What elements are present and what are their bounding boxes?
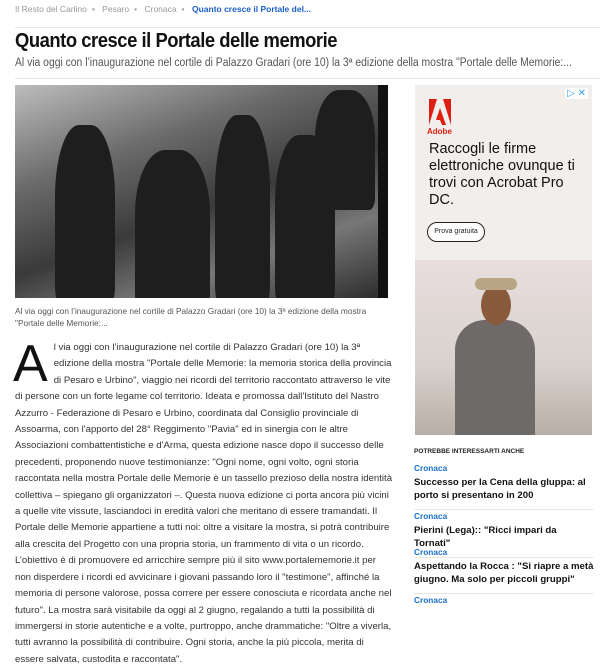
image-caption: Al via oggi con l’inaugurazione nel cortile di Palazzo Gradari (ore 10) la 3ª edizione della mostra "Portale delle Memorie:... bbox=[15, 306, 367, 328]
divider bbox=[15, 27, 600, 28]
advertisement[interactable] bbox=[415, 85, 592, 435]
related-title[interactable]: Aspettando la Rocca : "Si riapre a metà giugno. Ma solo per piccoli gruppi" bbox=[414, 561, 594, 585]
close-icon[interactable]: ✕ bbox=[577, 88, 586, 99]
drop-cap: A bbox=[13, 335, 48, 393]
article-text: l via oggi con l’inaugurazione nel cortile di Palazzo Gradari (ore 10) la 3ª edizione della mostra "Portale delle Memorie: la memoria storica della provincia di Pesaro e Urbino", viaggio nei ricordi del territorio raccontato attraverso le vite di persone con un forte legame col territorio. Ideata e promossa dall'Istituto del Nastro Azzurro - Federazione di Pesaro e Urbino, coordinata dal Consiglio provinciale di Assoarma, con l'apporto del 28° Reggimento "Pavia" ed in sinergia con le altre Associazioni combattentistiche e d'Arma, questa edizione nasce dopo il successo delle precedenti, proponendo nuove testimonianze: "Ogni nome, ogni volto, ogni storia raccontata nella mostra Portale delle Memorie è un tassello prezioso della nostra identità collettiva – spiegano gli organizzatori –. Questa nuova edizione ci porta ancora più vicini a quelle vite vissute, lasciandoci in eredità valori che meritano di essere tramandati. Il Portale delle Memorie appartiene a tutti noi: oltre a visitare la mostra, si potrà contribuire alla crescita del Progetto con una propria storia, un frammento di vita o un ricordo. L’obiettivo è di promuovere ed arricchire sempre più il sito www.portalememorie.it per non disperdere i ricordi ed avvicinare i giovani passando loro il "testimone", affinché la memoria di persone valorose, possa correre per essere conosciuta e ricordata anche nel futuro". La mostra sarà visitabile da oggi al 2 giugno, regalando a tutti la possibilità di immergersi in storie autentiche e a volte, purtroppo, anche drammatiche: "Oltre a viverla, tutti avranno la possibilità di contribuire. Ogni storia, anche la più piccola, merita di essere salvata, custodita e raccontata". bbox=[15, 342, 393, 665]
article-body bbox=[13, 335, 393, 668]
related-item[interactable] bbox=[414, 463, 594, 510]
ad-headline: Raccogli le firme elettroniche ovunque ti trovi con Acrobat Pro DC. bbox=[429, 141, 575, 208]
breadcrumb-home[interactable]: Il Resto del Carlino bbox=[15, 4, 87, 14]
separator: • bbox=[91, 4, 95, 14]
breadcrumb-current[interactable]: Quanto cresce il Portale del... bbox=[191, 4, 312, 14]
separator: • bbox=[181, 4, 185, 14]
related-category[interactable]: Cronaca bbox=[414, 463, 448, 473]
related-category[interactable]: Cronaca bbox=[414, 595, 448, 605]
breadcrumb-cronaca[interactable]: Cronaca bbox=[144, 4, 177, 14]
ad-cta-button[interactable]: Prova gratuita bbox=[427, 222, 485, 242]
related-category[interactable]: Cronaca bbox=[414, 547, 448, 557]
related-title[interactable]: Successo per la Cena della gluppa: al porto si presentano in 200 bbox=[414, 477, 586, 501]
ad-image bbox=[415, 260, 592, 435]
related-heading: POTREBBE INTERESSARTI ANCHE bbox=[414, 448, 525, 455]
article-subtitle: Al via oggi con l’inaugurazione nel cortile di Palazzo Gradari (ore 10) la 3ª edizione della mostra "Portale delle Memorie:... bbox=[15, 57, 572, 69]
article-photo[interactable] bbox=[15, 85, 388, 298]
ad-choices[interactable] bbox=[565, 88, 588, 99]
divider bbox=[414, 509, 594, 510]
divider bbox=[414, 593, 594, 594]
related-item[interactable] bbox=[414, 547, 594, 594]
breadcrumb-pesaro[interactable]: Pesaro bbox=[102, 4, 130, 14]
divider bbox=[15, 78, 600, 79]
related-title[interactable]: Pierini (Lega):: "Ricci impari da Tornati" bbox=[414, 525, 557, 549]
separator: • bbox=[134, 4, 138, 14]
related-category[interactable]: Cronaca bbox=[414, 511, 448, 521]
ad-brand: Adobe bbox=[427, 127, 452, 136]
breadcrumb bbox=[15, 4, 311, 14]
page-title: Quanto cresce il Portale delle memorie bbox=[15, 30, 338, 52]
adobe-logo-icon bbox=[429, 99, 451, 125]
adchoices-icon[interactable]: ▷ bbox=[567, 88, 575, 99]
related-item[interactable] bbox=[414, 595, 594, 605]
